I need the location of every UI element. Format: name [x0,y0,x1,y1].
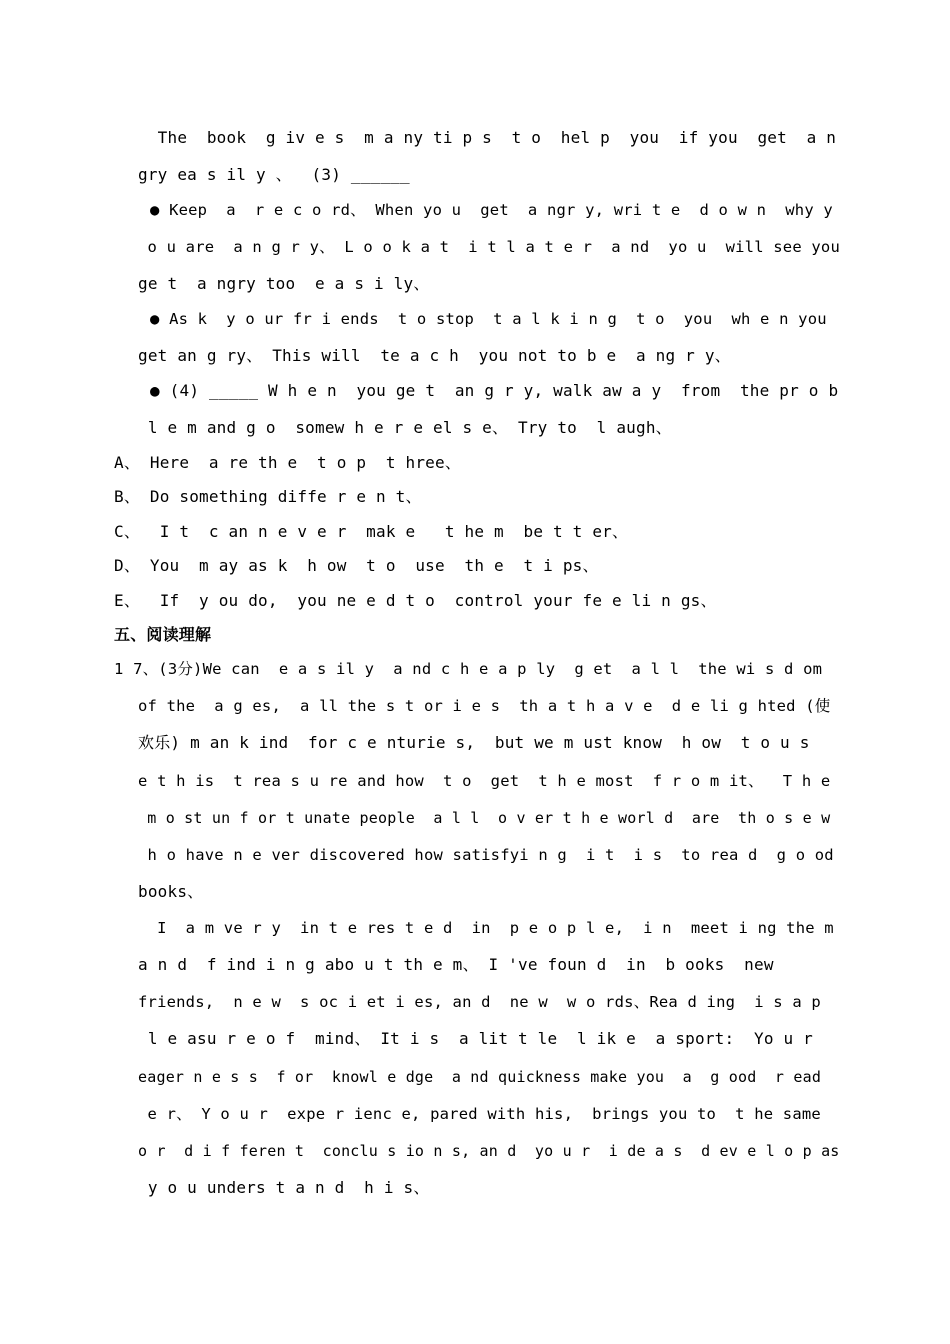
option-e: E、 If y ou do, you ne e d t o control your fe e li n gs、 [114,591,717,610]
question-line-14: o r d i f feren t conclu s io n s, an d yo u r i de a s d ev e l o p as [138,1142,840,1160]
intro-line-1: The book g iv e s m a ny ti p s t o hel p you if you get a n [138,128,837,147]
question-line-3: 欢乐) m an k ind for c e nturie s, but we m ust know h ow t o u s [138,733,810,752]
bullet-2-line-1: ● As k y o ur fr i ends t o stop t a l k i n g t o you wh e n you [150,310,827,328]
bullet-1-line-2: o u are a n g r y、 L o o k a t i t l a t e r a nd yo u will see you [138,238,840,256]
option-a: A、 Here a re th e t o p t hree、 [114,453,462,472]
question-line-1: 1 7、(3分)We can e a s il y a nd c h e a p ly g et a l l the wi s d om [114,660,823,678]
question-line-10: friends, n e w s oc i et i es, an d ne w w o rds、Rea d ing i s a p [138,993,821,1011]
question-line-5: m o st un f or t unate people a l l o v er t h e worl d are th o s e w [138,809,831,827]
question-line-8: I a m ve r y in t e res t e d in p e o p l e, i n meet i ng the m [138,919,834,937]
question-line-9: a n d f ind i n g abo u t th e m、 I 've foun d in b ooks new [138,955,774,974]
question-line-7: books、 [138,882,204,901]
question-line-11: l e asu r e o f mind、 It i s a lit t le l ik e a sport: Yo u r [138,1029,813,1048]
question-line-12: eager n e s s f or knowl e dge a nd quickness make you a g ood r ead [138,1068,822,1086]
option-c: C、 I t c an n e v e r mak e t he m be t t er、 [114,522,629,541]
bullet-1-line-1: ● Keep a r e c o rd、 When yo u get a ngr y, wri t e d o w n why y [150,201,833,219]
option-b: B、 Do something diffe r e n t、 [114,487,422,506]
question-line-6: h o have n e ver discovered how satisfyi n g i t i s to rea d g o od [138,846,834,864]
bullet-1-line-3: ge t a ngry too e a s i ly、 [138,274,430,293]
intro-line-2: gry ea s il y 、 (3) ______ [138,165,410,184]
question-line-13: e r、 Y o u r expe r ienc e, pared with his, brings you to t he same [138,1105,821,1123]
question-line-15: y o u unders t a n d h i s、 [138,1178,430,1197]
question-line-2: of the a g es, a ll the s t or i e s th a t h a v e d e li g hted (使 [138,697,831,715]
option-d: D、 You m ay as k h ow t o use th e t i ps、 [114,556,599,575]
bullet-3-line-1: ● (4) _____ W h e n you ge t an g r y, walk aw a y from the pr o b [150,381,839,400]
question-line-4: e t h is t rea s u re and how t o get t h e most f r o m it、 T h e [138,772,831,790]
section-heading: 五、阅读理解 [114,625,212,644]
bullet-2-line-2: get an g ry、 This will te a c h you not to b e a ng r y、 [138,346,731,365]
bullet-3-line-2: l e m and g o somew h e r e el s e、 Try to l augh、 [138,418,672,437]
